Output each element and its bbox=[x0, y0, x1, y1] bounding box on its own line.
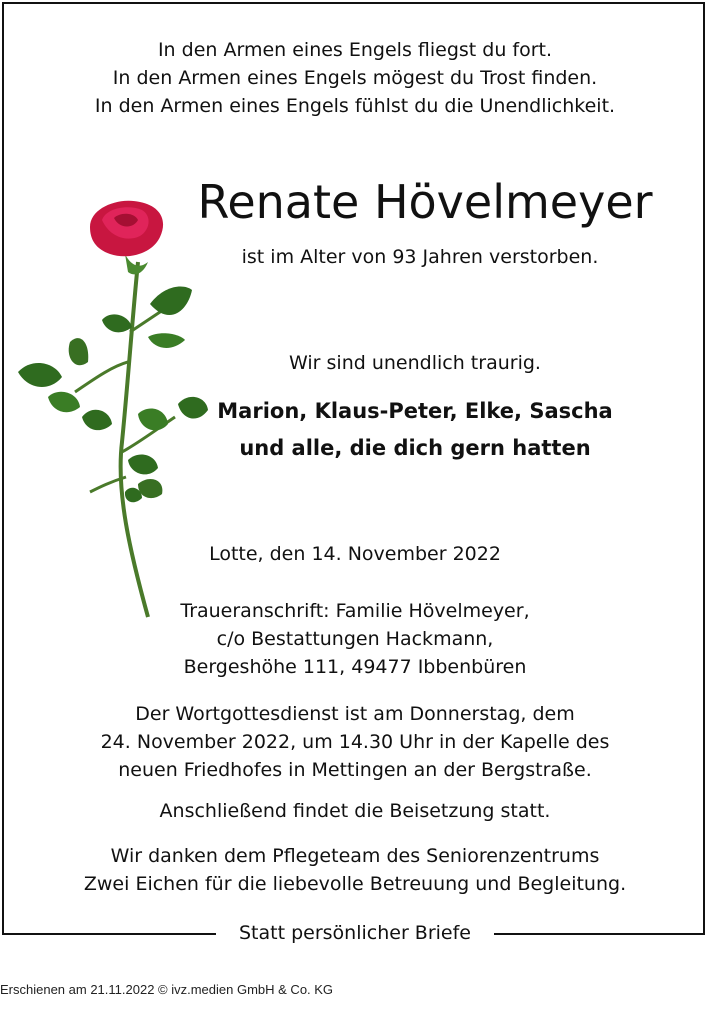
publication-note: Erschienen am 21.11.2022 © ivz.medien GmbH & Co. KG bbox=[0, 982, 334, 997]
poem-line: In den Armen eines Engels mögest du Trost finden. bbox=[112, 67, 598, 89]
poem-line: In den Armen eines Engels fühlst du die Unendlichkeit. bbox=[94, 95, 616, 117]
service-line: Der Wortgottesdienst ist am Donnerstag, dem bbox=[135, 703, 575, 725]
grief-line: Wir sind unendlich traurig. bbox=[289, 352, 541, 374]
frame-bottom-right-line bbox=[494, 933, 705, 935]
address-line: Bergeshöhe 111, 49477 Ibbenbüren bbox=[183, 656, 527, 678]
service-info bbox=[40, 700, 670, 784]
frame-bottom-left-line bbox=[2, 933, 216, 935]
age-line: ist im Alter von 93 Jahren verstorben. bbox=[241, 246, 599, 268]
thanks-text bbox=[40, 842, 670, 898]
footer-caption: Statt persönlicher Briefe bbox=[216, 920, 494, 946]
service-line: neuen Friedhofes in Mettingen an der Bergstraße. bbox=[118, 759, 592, 781]
address-line: c/o Bestattungen Hackmann, bbox=[216, 628, 494, 650]
thanks-line: Zwei Eichen für die liebevolle Betreuung und Begleitung. bbox=[83, 873, 627, 895]
deceased-name: Renate Hövelmeyer bbox=[197, 175, 653, 229]
mourning-address bbox=[140, 597, 570, 681]
service-line: 24. November 2022, um 14.30 Uhr in der Kapelle des bbox=[100, 731, 610, 753]
place-date: Lotte, den 14. November 2022 bbox=[209, 543, 501, 565]
thanks-line: Wir danken dem Pflegeteam des Seniorenzentrums bbox=[110, 845, 600, 867]
mourners-line: und alle, die dich gern hatten bbox=[239, 436, 591, 460]
poem-line: In den Armen eines Engels fliegst du fort. bbox=[157, 39, 553, 61]
mourners-line: Marion, Klaus-Peter, Elke, Sascha bbox=[217, 399, 613, 423]
poem bbox=[40, 36, 670, 120]
burial-info: Anschließend findet die Beisetzung statt. bbox=[159, 800, 551, 822]
address-line: Traueranschrift: Familie Hövelmeyer, bbox=[180, 600, 530, 622]
mourners bbox=[200, 393, 630, 467]
